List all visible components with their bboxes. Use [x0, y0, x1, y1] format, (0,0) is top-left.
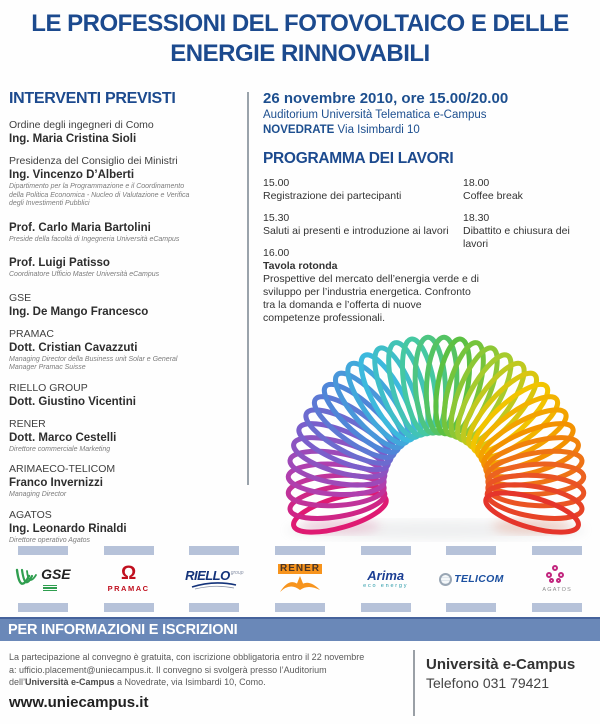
speaker-org: RIELLO GROUP: [9, 381, 88, 394]
program-title: Coffee break: [463, 190, 523, 202]
footer-phone: Telefono 031 79421: [426, 675, 549, 691]
footer-line-3: dell’Università e-Campus a Novedrate, via Isimbardi 10, Como.: [9, 677, 266, 687]
program-item: [263, 177, 463, 203]
page-title: [0, 9, 600, 69]
logo-pramac: [86, 546, 172, 612]
speaker-note: Direttore commerciale Marketing: [9, 445, 111, 453]
speaker-name: Dott. Cristian Cavazzuti: [9, 341, 138, 354]
riello-swoosh-icon: [191, 582, 237, 590]
event-venue: Auditorium Università Telematica e-Campus: [263, 109, 487, 121]
info-bar-label: PER INFORMAZIONI E ISCRIZIONI: [8, 622, 238, 638]
logo-bottom-bar: [446, 603, 496, 612]
column-divider: [247, 92, 249, 485]
speaker-name: Prof. Luigi Patisso: [9, 257, 110, 269]
riello-logo-sub: group: [230, 569, 244, 576]
program-item: [463, 177, 593, 203]
speaker-name: Ing. Vincenzo D’Alberti: [9, 169, 135, 181]
speaker-name: Ing. Maria Cristina Sioli: [9, 133, 137, 145]
program-time: 18.00: [463, 177, 490, 189]
speaker-note: Coordinatore Ufficio Master Università eCampus: [9, 271, 160, 278]
speaker-note: Managing Director: [9, 491, 67, 498]
riello-logo-label: RIELLO: [185, 567, 230, 583]
speaker-name: Dott. Marco Cestelli: [9, 431, 117, 444]
rener-bird-icon: [278, 574, 322, 594]
speaker-name: Ing. De Mango Francesco: [9, 305, 149, 318]
program-desc: Prospettive del mercato dell’energia verde e di sviluppo per l’industria energetica. Confronto tra la domanda e l’offerta di nuove competenze professionali.: [263, 273, 479, 324]
program-heading: PROGRAMMA DEI LAVORI: [263, 150, 454, 167]
logo-agatos: [514, 546, 600, 612]
logo-top-bar: [275, 546, 325, 555]
logo-bottom-bar: [18, 603, 68, 612]
speaker-note: Managing Director della Business unit Solar e General Manager Pramac Suisse: [9, 355, 178, 371]
slinky-svg: [268, 300, 600, 558]
speaker-org: Ordine degli ingegneri di Como: [9, 119, 154, 131]
speaker-block: [9, 119, 241, 146]
telicom-globe-icon: [439, 573, 452, 586]
speaker-org: GSE: [9, 291, 32, 304]
speaker-note: Preside della facoltà di Ingegneria Università eCampus: [9, 235, 180, 243]
rener-logo-label: RENER: [280, 563, 321, 574]
gse-swoosh-icon: [15, 566, 41, 592]
logo-rener: [257, 546, 343, 612]
speaker-name: Dott. Giustino Vicentini: [9, 395, 136, 408]
arima-logo-sub: eco energy: [363, 583, 409, 589]
speaker-block: [9, 221, 241, 245]
logo-gse: [0, 546, 86, 612]
logo-bottom-bar: [532, 603, 582, 612]
speaker-block: [9, 328, 241, 373]
program-item: [463, 212, 593, 251]
program-title: Dibattito e chiusura dei lavori: [463, 225, 570, 250]
program-time: 16.00: [263, 247, 290, 259]
logo-telicom: [429, 546, 515, 612]
logo-top-bar: [18, 546, 68, 555]
logo-top-bar: [189, 546, 239, 555]
info-bar: [0, 617, 600, 641]
footer-line-1: La partecipazione al convegno è gratuita, con iscrizione obbligatoria entro il 22 novembre: [9, 652, 365, 662]
event-address: [263, 123, 593, 138]
logo-riello: [171, 546, 257, 612]
logo-top-bar: [532, 546, 582, 555]
program-time: 18.30: [463, 212, 490, 224]
speaker-block: [9, 382, 241, 409]
pramac-omega-icon: Ω: [120, 563, 137, 584]
speaker-block: [9, 509, 241, 546]
footer-divider: [413, 650, 415, 716]
logo-bottom-bar: [361, 603, 411, 612]
logo-bottom-bar: [275, 603, 325, 612]
speaker-block: [9, 155, 241, 209]
program-title: Registrazione dei partecipanti: [263, 190, 402, 202]
speaker-block: [9, 463, 241, 500]
gse-logo-label: GSE: [41, 565, 71, 582]
speaker-name: Prof. Carlo Maria Bartolini: [9, 221, 151, 234]
title-line-1: LE PROFESSIONI DEL FOTOVOLTAICO E DELLE: [31, 10, 569, 37]
speaker-name: Franco Invernizzi: [9, 477, 103, 489]
logo-top-bar: [104, 546, 154, 555]
title-line-2: ENERGIE RINNOVABILI: [170, 40, 430, 67]
arima-logo-label: Arima: [367, 568, 405, 583]
logo-bottom-bar: [189, 603, 239, 612]
telicom-logo-label: TELICOM: [454, 573, 504, 585]
speaker-org: RENER: [9, 417, 46, 430]
program-time: 15.00: [263, 177, 290, 189]
event-datetime: 26 novembre 2010, ore 15.00/20.00: [263, 90, 509, 107]
program-title: Tavola rotonda: [263, 260, 338, 272]
speaker-org: AGATOS: [9, 508, 52, 521]
speakers-heading: INTERVENTI PREVISTI: [9, 90, 176, 107]
program-title: Saluti ai presenti e introduzione ai lavori: [263, 225, 449, 237]
program-item: [263, 212, 463, 238]
gse-tagline-lines: [43, 585, 71, 592]
speaker-block: [9, 256, 241, 280]
logo-arima: [343, 546, 429, 612]
pramac-logo-label: PRAMAC: [107, 584, 150, 593]
speaker-note: Dipartimento per la Programmazione e il Coordinamento della Politica Economica - Nucleo di Valutazione e Verifica degli Investimenti Pubblici: [9, 183, 190, 207]
speaker-org: Presidenza del Consiglio dei Ministri: [9, 155, 178, 167]
footer-line-2: a: ufficio.placement@uniecampus.it. Il convegno si svolgerà presso l’Auditorium: [9, 664, 327, 675]
speaker-name: Ing. Leonardo Rinaldi: [9, 522, 127, 535]
program-column: [263, 90, 593, 334]
speaker-org: PRAMAC: [9, 327, 54, 340]
speaker-block: [9, 418, 241, 455]
sponsor-logos-strip: [0, 546, 600, 612]
website-url: www.uniecampus.it: [9, 694, 149, 711]
agatos-logo-label: AGATOS: [542, 587, 572, 593]
logo-bottom-bar: [104, 603, 154, 612]
speaker-note: Direttore operativo Agatos: [9, 536, 91, 544]
speaker-block: [9, 292, 241, 319]
speakers-column: [9, 90, 241, 554]
agatos-flower-icon: [546, 565, 568, 585]
speaker-org: ARIMAECO-TELICOM: [9, 463, 116, 475]
rainbow-slinky-image: [268, 300, 600, 558]
logo-top-bar: [446, 546, 496, 555]
logo-top-bar: [361, 546, 411, 555]
event-street: Via Isimbardi 10: [334, 124, 420, 136]
footer-university-bold: Università e-Campus: [25, 677, 115, 687]
program-time: 15.30: [263, 212, 290, 224]
footer-paragraph: [9, 651, 399, 689]
footer-university: Università e-Campus: [426, 656, 576, 673]
event-city: NOVEDRATE: [263, 124, 335, 136]
footer-contact: [426, 655, 575, 692]
